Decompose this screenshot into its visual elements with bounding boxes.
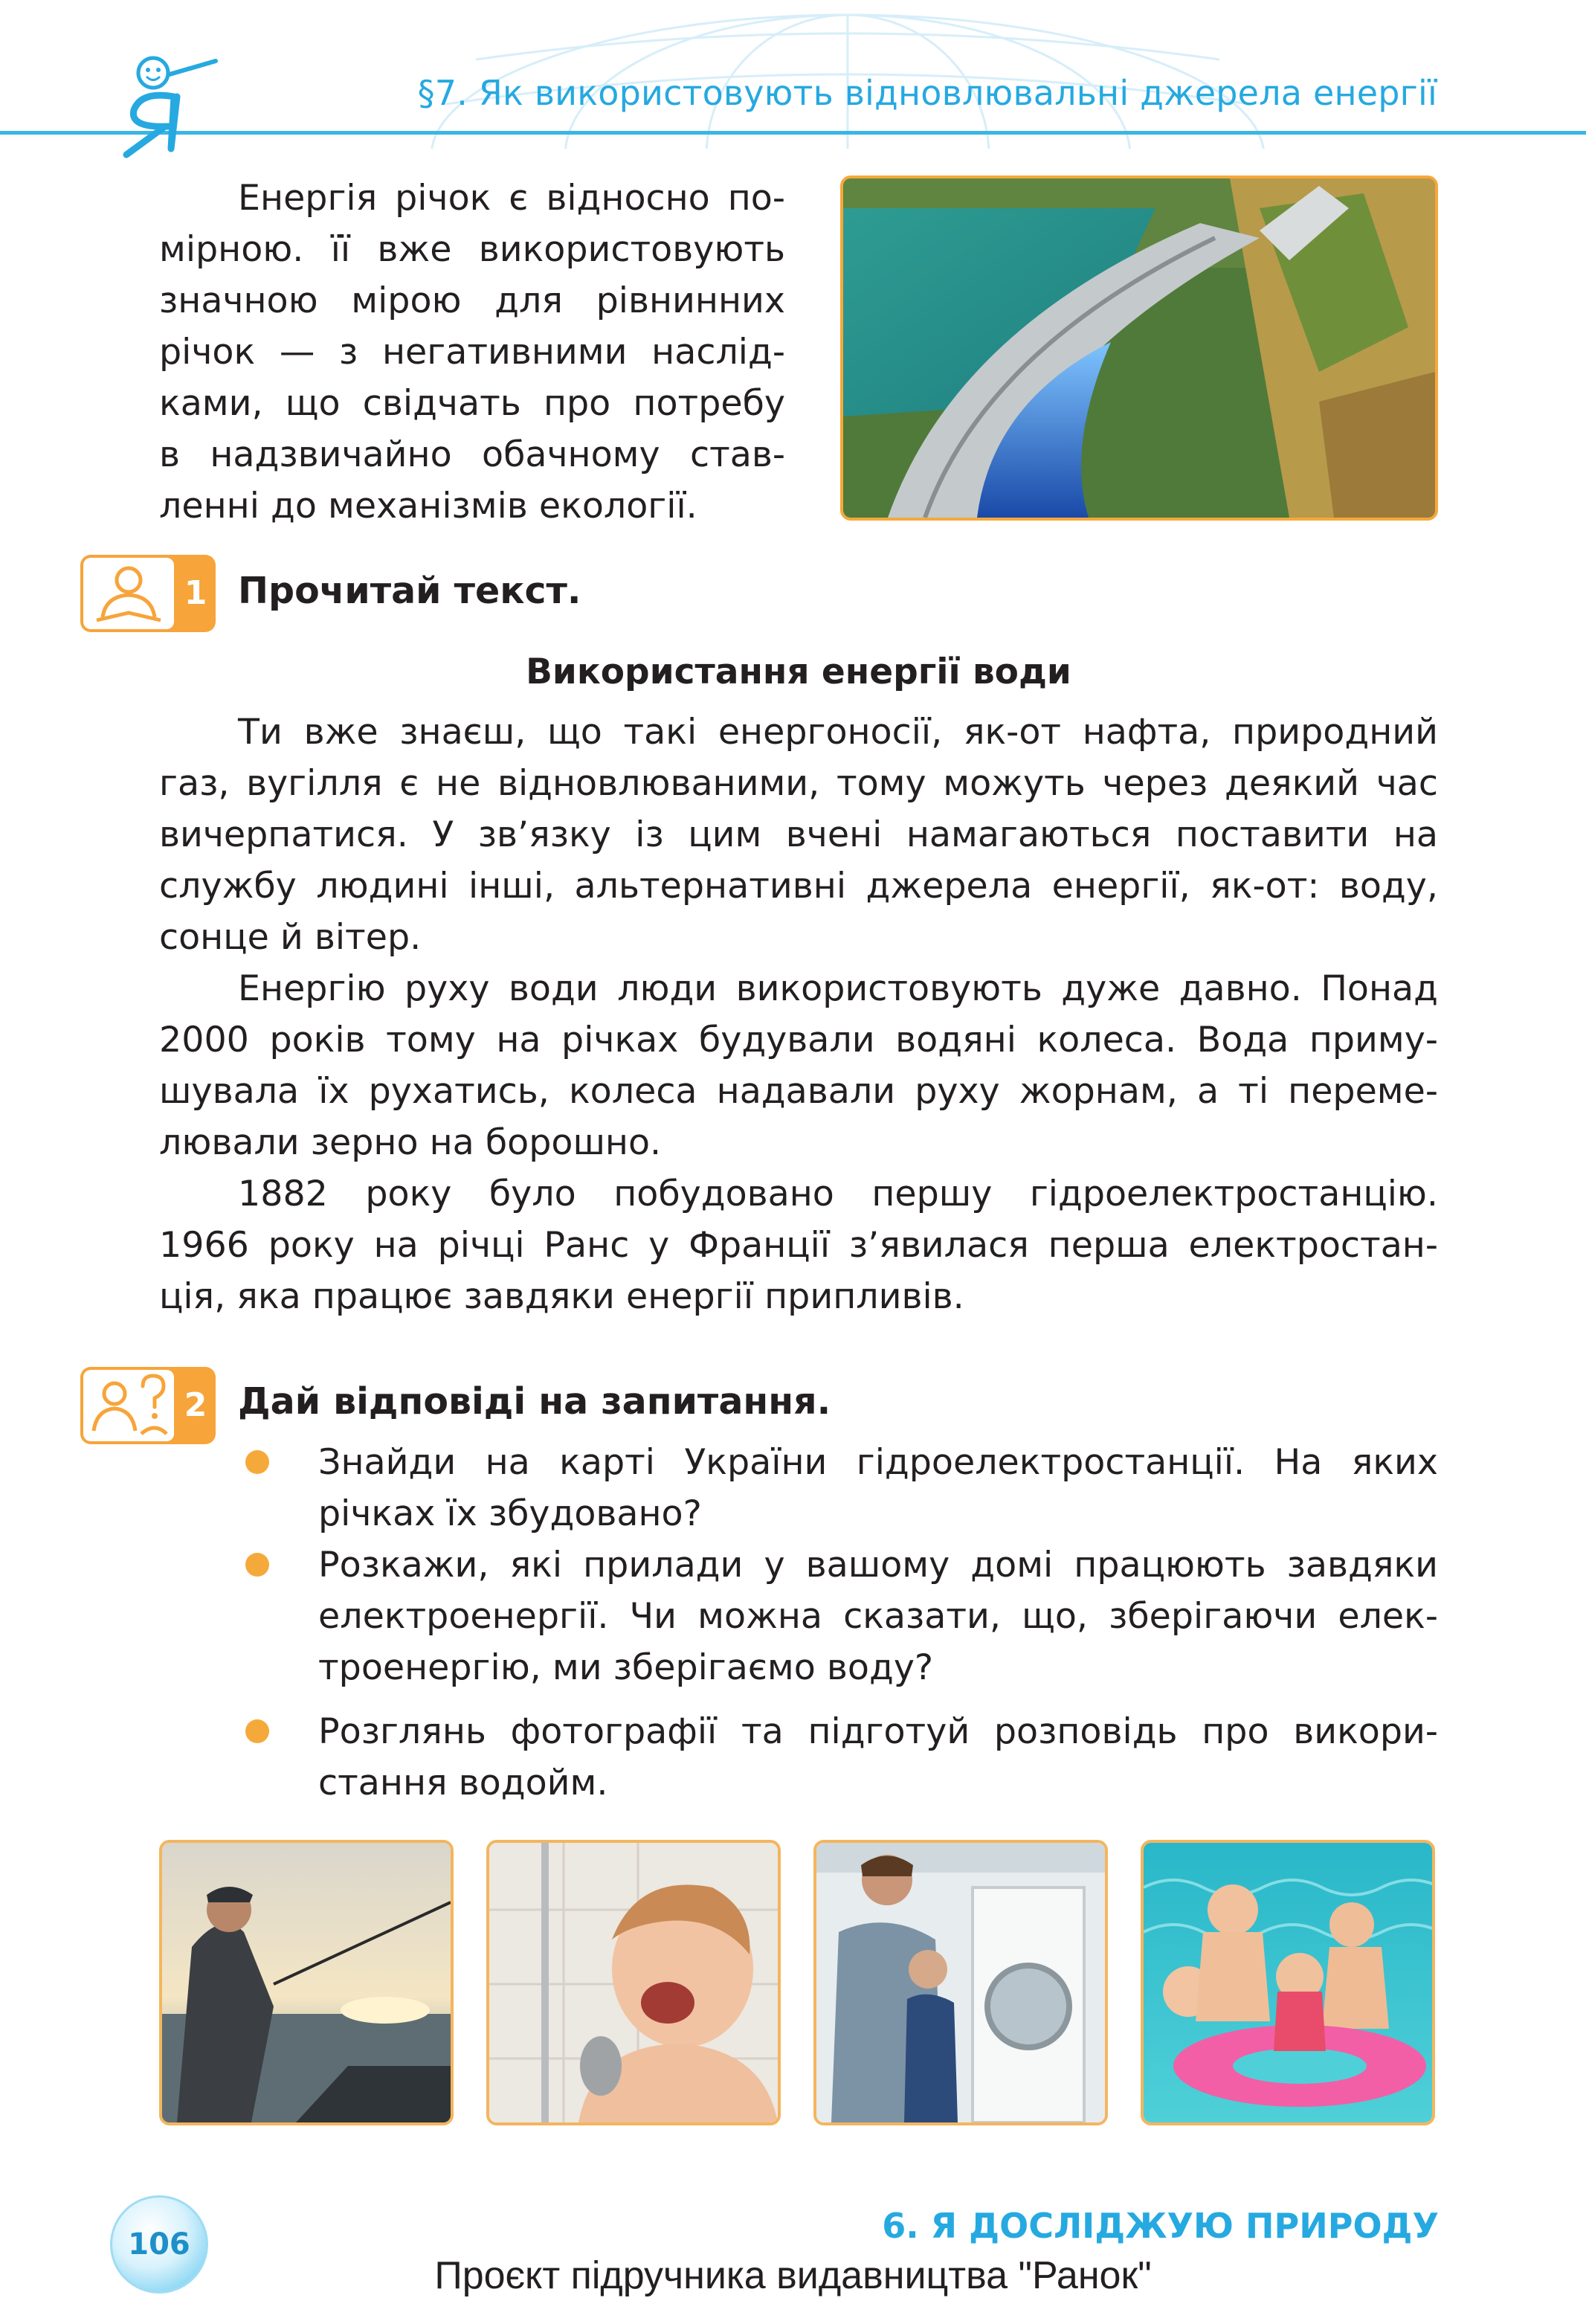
task-1-badge <box>80 555 216 632</box>
text-line: мірною. її вже використовують <box>159 229 785 270</box>
text-line: Розкажи, які прилади у вашому домі працюють завдяки <box>318 1545 1438 1586</box>
text-line: шувала їх рухатись, колеса надавали руху жорнам, а ті переме- <box>159 1071 1438 1112</box>
logo-ya-icon <box>97 45 223 164</box>
text-line: Розглянь фотографії та підготуй розповідь про викори- <box>318 1711 1438 1752</box>
bullet-dot-icon <box>245 1719 269 1743</box>
text-line: значною мірою для рівнинних <box>159 280 785 321</box>
task-2-badge <box>80 1367 216 1444</box>
text-line: службу людині інші, альтернативні джерела енергії, як-от: воду, <box>159 866 1438 907</box>
question-3 <box>318 1706 1438 1809</box>
text-line: сонце й вітер. <box>159 917 422 958</box>
paragraph-3 <box>159 1168 1438 1322</box>
photo-washing-machine <box>813 1840 1108 2125</box>
task-1-title: Прочитай текст. <box>238 570 581 612</box>
paragraph-2 <box>159 963 1438 1168</box>
text-line: в надзвичайно обачному став- <box>159 434 785 475</box>
photo-fishing <box>159 1840 454 2125</box>
text-line: вичерпатися. У зв’язку із цим вчені намагаються поставити на <box>159 814 1438 855</box>
task-2-number: 2 <box>184 1386 207 1424</box>
chapter-title: 6. Я ДОСЛІДЖУЮ ПРИРОДУ <box>882 2206 1439 2246</box>
text-line: Енергію руху води люди використовують дуже давно. Понад <box>238 968 1438 1009</box>
photo-swimming-pool <box>1141 1840 1435 2125</box>
section-header-title: §7. Як використовують відновлювальні джерела енергії <box>417 73 1437 113</box>
intro-paragraph <box>159 173 785 532</box>
reading-title: Використання енергії води <box>526 651 1071 692</box>
question-2 <box>318 1539 1438 1693</box>
text-line: Ти вже знаєш, що такі енергоносії, як-от нафта, природний <box>238 712 1438 753</box>
text-line: лювали зерно на борошно. <box>159 1122 662 1163</box>
reading-person-icon <box>83 558 174 629</box>
text-line: газ, вугілля є не відновлюваними, тому можуть через деякий час <box>159 763 1438 804</box>
text-line: 2000 років тому на річках будували водяні колеса. Вода приму- <box>159 1020 1438 1060</box>
project-note: Проєкт підручника видавництва "Ранок" <box>434 2254 1152 2297</box>
thinking-person-icon <box>83 1370 174 1441</box>
text-line: Енергія річок є відносно по- <box>238 178 785 219</box>
text-line: річках їх збудовано? <box>318 1493 702 1534</box>
task-1-number: 1 <box>184 574 207 612</box>
paragraph-1 <box>159 706 1438 963</box>
question-1 <box>318 1437 1438 1539</box>
bullet-dot-icon <box>245 1450 269 1474</box>
bullet-dot-icon <box>245 1553 269 1577</box>
text-line: троенергію, ми зберігаємо воду? <box>318 1647 934 1688</box>
text-line: ленні до механізмів екології. <box>159 486 697 527</box>
text-line: 1966 року на річці Ранс у Франції з’явилася перша електростан- <box>159 1225 1438 1266</box>
text-line: 1882 року було побудовано першу гідроелектростанцію. <box>238 1174 1438 1214</box>
header-rule <box>0 131 1586 135</box>
text-line: Знайди на карті України гідроелектростанції. На яких <box>318 1442 1438 1483</box>
dam-photo <box>840 176 1438 521</box>
text-line: ція, яка працює завдяки енергії припливів. <box>159 1276 964 1317</box>
text-line: стання водойм. <box>318 1763 608 1803</box>
photo-shower <box>486 1840 781 2125</box>
page-number: 106 <box>110 2195 208 2294</box>
text-line: електроенергії. Чи можна сказати, що, зберігаючи елек- <box>318 1596 1438 1637</box>
text-line: ками, що свідчать про потребу <box>159 383 785 424</box>
text-line: річок — з негативними наслід- <box>159 332 785 373</box>
task-2-title: Дай відповіді на запитання. <box>238 1380 831 1423</box>
